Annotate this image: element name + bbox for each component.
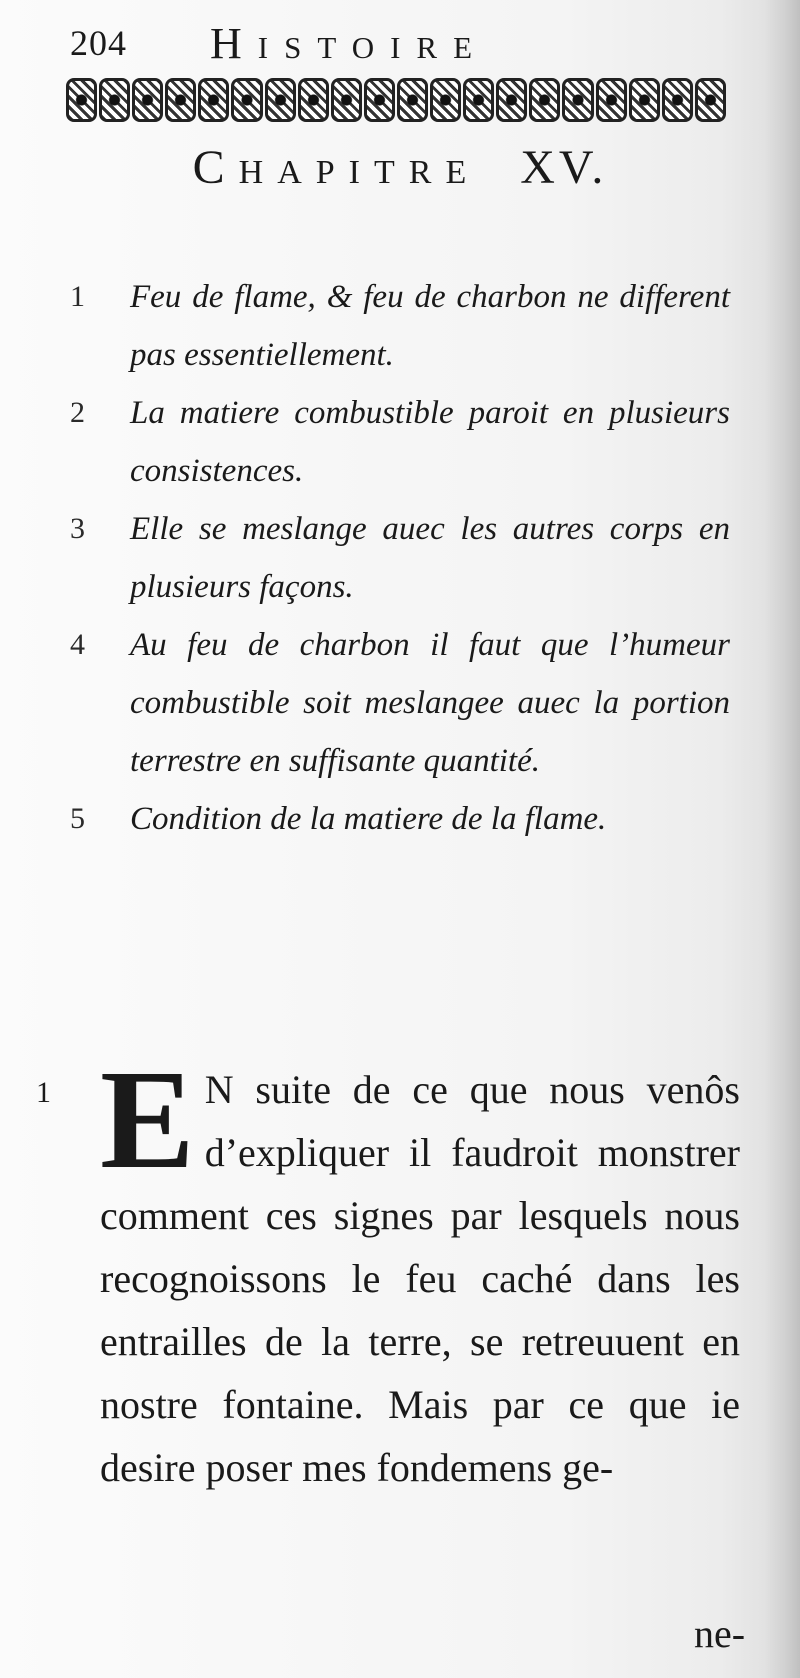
ornament-cell: [298, 78, 329, 122]
ornament-cell: [463, 78, 494, 122]
summary-item: [70, 616, 730, 790]
chapter-heading: [0, 140, 800, 195]
summary-item-number: 5: [70, 802, 85, 835]
ornament-cell: [529, 78, 560, 122]
ornament-cell: [496, 78, 527, 122]
ornament-cell: [66, 78, 97, 122]
chapter-label: Chapitre: [192, 141, 481, 194]
chapter-number: XV.: [520, 141, 608, 194]
summary-item: [70, 268, 730, 384]
chapter-summary: [70, 268, 730, 848]
ornament-cell: [596, 78, 627, 122]
page-edge-shadow: [764, 0, 800, 1678]
ornament-cell: [662, 78, 693, 122]
summary-item-text: Feu de flame, & feu de charbon ne different pas essentiellement.: [130, 279, 730, 373]
ornament-cell: [132, 78, 163, 122]
catchword: ne-: [694, 1611, 746, 1656]
ornament-cell: [629, 78, 660, 122]
page-number: 204: [70, 23, 127, 63]
running-title: Histoire: [210, 19, 489, 68]
ornament-cell: [430, 78, 461, 122]
body-paragraph-text: N suite de ce que nous venôs d’expliquer il faudroit monstrer comment ces signes par lesquels nous recognoissons le feu caché dans les entrailles de la terre, se retreuuent en nostre fontaine. Mais par ce que ie desire poser mes fondemens ge-: [100, 1067, 740, 1490]
summary-item-number: 4: [70, 628, 85, 661]
ornamental-band: [66, 78, 726, 122]
summary-item-text: La matiere combustible paroit en plusieurs consistences.: [130, 395, 730, 489]
summary-item-text: Elle se meslange auec les autres corps en plusieurs façons.: [130, 511, 730, 605]
summary-item: [70, 384, 730, 500]
summary-item-number: 3: [70, 512, 85, 545]
ornament-cell: [695, 78, 726, 122]
ornament-cell: [99, 78, 130, 122]
summary-item-text: Condition de la matiere de la flame.: [130, 801, 607, 837]
ornament-cell: [331, 78, 362, 122]
drop-cap: E: [100, 1040, 195, 1198]
ornament-cell: [364, 78, 395, 122]
body-paragraph: [100, 1040, 740, 1499]
ornament-cell: [165, 78, 196, 122]
ornament-cell: [198, 78, 229, 122]
summary-item: [70, 500, 730, 616]
summary-item-text: Au feu de charbon il faut que l’humeur combustible soit meslangee auec la portion terrestre en suffisante quantité.: [130, 627, 730, 779]
ornament-cell: [562, 78, 593, 122]
ornament-cell: [397, 78, 428, 122]
summary-item: [70, 790, 730, 848]
ornament-cell: [265, 78, 296, 122]
margin-paragraph-number: 1: [36, 1076, 51, 1109]
summary-item-number: 1: [70, 280, 85, 313]
summary-item-number: 2: [70, 396, 85, 429]
ornament-cell: [231, 78, 262, 122]
